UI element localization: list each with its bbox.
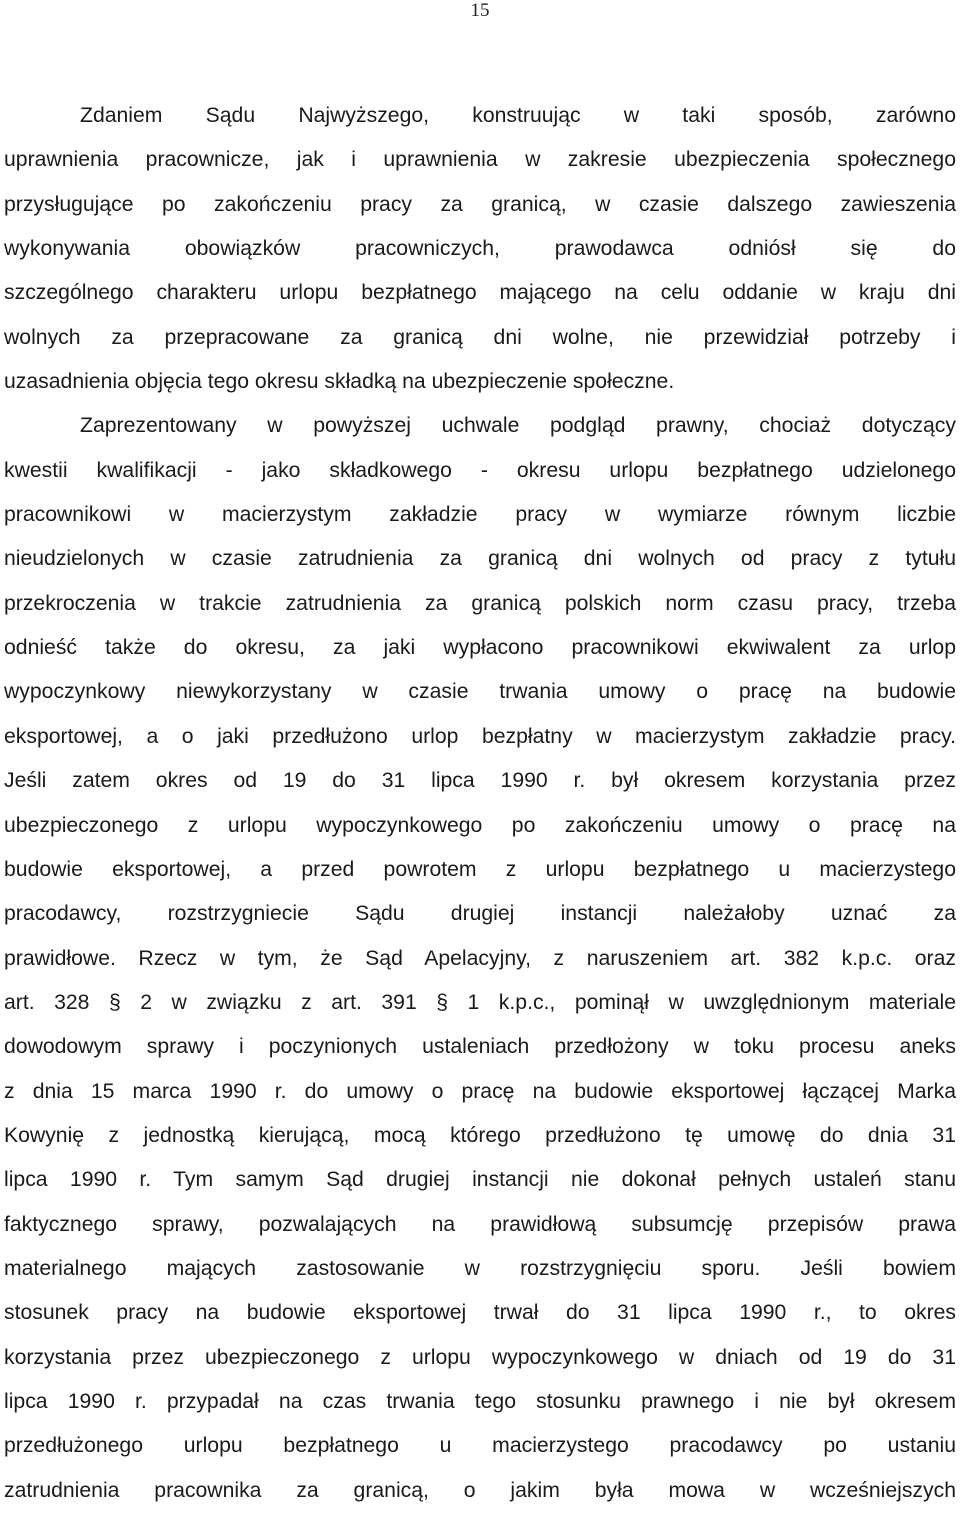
text-line: uzasadnienia objęcia tego okresu składką na ubezpieczenie społeczne. [4, 370, 675, 394]
text-line: z dnia 15 marca 1990 r. do umowy o pracę na budowie eksportowej łączącej Marka [4, 1079, 956, 1103]
text-line: pracodawcy, rozstrzygniecie Sądu drugiej instancji należałoby uznać za [4, 902, 956, 926]
text-line: prawidłowe. Rzecz w tym, że Sąd Apelacyjny, z naruszeniem art. 382 k.p.c. oraz [4, 946, 956, 970]
text-line: art. 328 § 2 w związku z art. 391 § 1 k.p.c., pominął w uwzględnionym materiale [4, 990, 956, 1014]
text-line: ubezpieczonego z urlopu wypoczynkowego po zakończeniu umowy o pracę na [4, 813, 956, 837]
text-line: wypoczynkowy niewykorzystany w czasie trwania umowy o pracę na budowie [4, 680, 956, 704]
text-line: wykonywania obowiązków pracowniczych, prawodawca odniósł się do [4, 237, 956, 261]
text-line: budowie eksportowej, a przed powrotem z urlopu bezpłatnego u macierzystego [4, 857, 956, 881]
text-line: szczególnego charakteru urlopu bezpłatnego mającego na celu oddanie w kraju dni [4, 281, 956, 305]
text-line: odnieść także do okresu, za jaki wypłacono pracownikowi ekwiwalent za urlop [4, 636, 956, 660]
text-line: Zdaniem Sądu Najwyższego, konstruując w taki sposób, zarówno [80, 104, 956, 127]
text-line: materialnego mających zastosowanie w rozstrzygnięciu sporu. Jeśli bowiem [4, 1256, 956, 1280]
text-line: Jeśli zatem okres od 19 do 31 lipca 1990 r. był okresem korzystania przez [4, 769, 956, 793]
document-body [4, 94, 956, 1513]
text-line: przedłużonego urlopu bezpłatnego u macierzystego pracodawcy po ustaniu [4, 1434, 956, 1458]
text-line: lipca 1990 r. Tym samym Sąd drugiej instancji nie dokonał pełnych ustaleń stanu [4, 1168, 956, 1192]
text-line: Zaprezentowany w powyższej uchwale podgląd prawny, chociaż dotyczący [80, 414, 956, 438]
page-number: 15 [470, 0, 490, 21]
text-line: kwestii kwalifikacji - jako składkowego - okresu urlopu bezpłatnego udzielonego [4, 458, 956, 482]
text-line: nieudzielonych w czasie zatrudnienia za granicą dni wolnych od pracy z tytułu [4, 547, 956, 571]
text-line: korzystania przez ubezpieczonego z urlopu wypoczynkowego w dniach od 19 do 31 [4, 1345, 956, 1369]
text-line: przekroczenia w trakcie zatrudnienia za granicą polskich norm czasu pracy, trzeba [4, 591, 956, 615]
text-line: zatrudnienia pracownika za granicą, o jakim była mowa w wcześniejszych [4, 1478, 956, 1502]
text-line: pracownikowi w macierzystym zakładzie pracy w wymiarze równym liczbie [4, 503, 956, 527]
text-line: dowodowym sprawy i poczynionych ustaleniach przedłożony w toku procesu aneks [4, 1035, 956, 1059]
text-line: przysługujące po zakończeniu pracy za granicą, w czasie dalszego zawieszenia [4, 192, 956, 216]
text-line: faktycznego sprawy, pozwalających na prawidłową subsumcję przepisów prawa [4, 1212, 956, 1236]
text-line: wolnych za przepracowane za granicą dni wolne, nie przewidział potrzeby i [4, 325, 956, 349]
text-line: stosunek pracy na budowie eksportowej trwał do 31 lipca 1990 r., to okres [4, 1301, 956, 1325]
text-line: eksportowej, a o jaki przedłużono urlop bezpłatny w macierzystym zakładzie pracy. [4, 724, 956, 748]
text-line: Kowynię z jednostką kierującą, mocą którego przedłużono tę umowę do dnia 31 [4, 1123, 956, 1147]
text-line: uprawnienia pracownicze, jak i uprawnienia w zakresie ubezpieczenia społecznego [4, 148, 956, 172]
text-line: lipca 1990 r. przypadał na czas trwania tego stosunku prawnego i nie był okresem [4, 1389, 956, 1413]
